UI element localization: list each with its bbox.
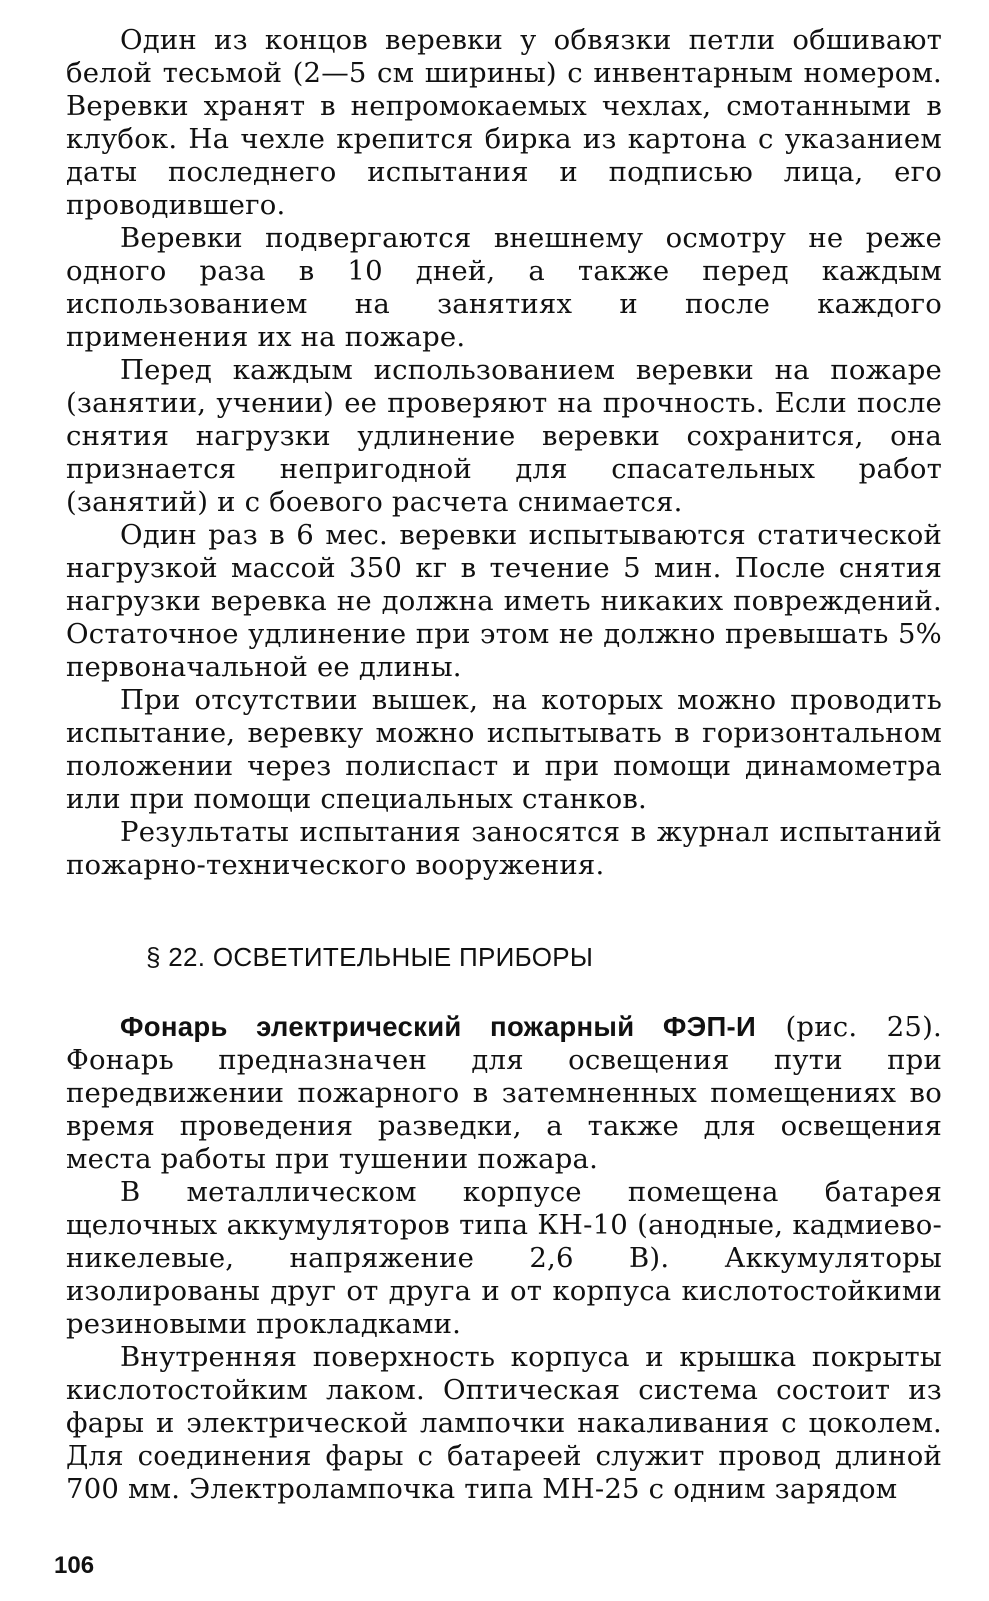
paragraph-rope-inspection: Веревки подвергаются внешнему осмотру не реже одного раза в 10 дней, а также перед каждым использованием на занятиях и после каждого применения их на пожаре. [66, 222, 942, 353]
paragraph-battery: В металлическом корпусе помещена батарея щелочных аккумуляторов типа КН-10 (анодные, кадмиево-никелевые, напряжение 2,6 В). Аккумуляторы изолированы друг от друга и от корпуса кислотостойкими резиновыми прокладками. [66, 1176, 942, 1340]
paragraph-lantern-intro [66, 1010, 942, 1176]
lantern-description: (рис. 25). Фонарь предназначен для освещения пути при передвижении пожарного в затемненных помещениях во время проведения разведки, а также для освещения места работы при тушении пожара. [66, 1011, 942, 1175]
paragraph-optics: Внутренняя поверхность корпуса и крышка покрыты кислотостойким лаком. Оптическая система состоит из фары и электрической лампочки накаливания с цоколем. Для соединения фары с батареей служит провод длиной 700 мм. Электролампочка типа МН-25 с одним зарядом [66, 1341, 942, 1505]
page-number: 106 [54, 1552, 95, 1579]
paragraph-rope-static-test: Один раз в 6 мес. веревки испытываются статической нагрузкой массой 350 кг в течение 5 мин. После снятия нагрузки веревка не должна иметь никаких повреждений. Остаточное удлинение при этом не должно превышать 5% первоначальной ее длины. [66, 519, 942, 683]
section-heading: § 22. ОСВЕТИТЕЛЬНЫЕ ПРИБОРЫ [146, 942, 594, 972]
paragraph-test-log: Результаты испытания заносятся в журнал испытаний пожарно-технического вооружения. [66, 816, 942, 881]
paragraph-rope-strength-check: Перед каждым использованием веревки на пожаре (занятии, учении) ее проверяют на прочность. Если после снятия нагрузки удлинение веревки сохранится, она признается непригодной для спасательных работ (занятий) и с боевого расчета снимается. [66, 354, 942, 518]
lantern-name: Фонарь электрический пожарный ФЭП-И [120, 1011, 757, 1042]
paragraph-rope-horizontal-test: При отсутствии вышек, на которых можно проводить испытание, веревку можно испытывать в горизонтальном положении через полиспаст и при помощи динамометра или при помощи специальных станков. [66, 684, 942, 815]
paragraph-rope-marking: Один из концов веревки у обвязки петли обшивают белой тесьмой (2—5 см ширины) с инвентарным номером. Веревки хранят в непромокаемых чехлах, смотанными в клубок. На чехле крепится бирка из картона с указанием даты последнего испытания и подписью лица, его проводившего. [66, 24, 942, 221]
page-body [66, 24, 942, 1506]
